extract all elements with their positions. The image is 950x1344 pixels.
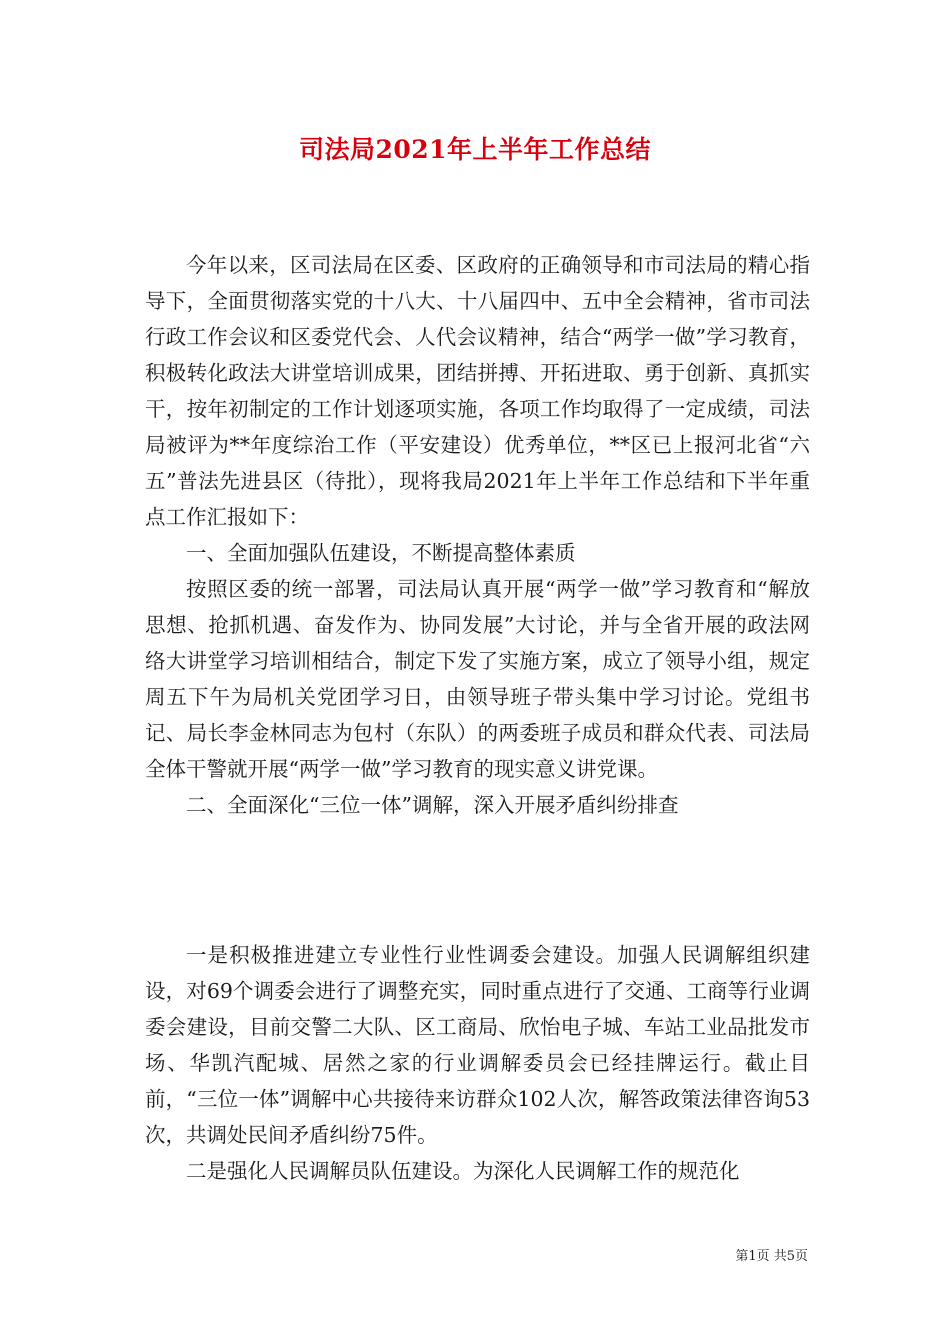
section-heading-2: 二、全面深化“三位一体”调解，深入开展矛盾纠纷排查 <box>186 793 679 817</box>
section-heading-1: 一、全面加强队伍建设，不断提高整体素质 <box>186 541 576 565</box>
body-section-bottom <box>145 937 810 1189</box>
section-2-item-1: 一是积极推进建立专业性行业性调委会建设。加强人民调解组织建设，对69个调委会进行了调整充实，同时重点进行了交通、工商等行业调委会建设，目前交警二大队、区工商局、欣怡电子城、车站工业品批发市场、华凯汽配城、居然之家的行业调解委员会已经挂牌运行。截止目前，“三位一体”调解中心共接待来访群众102人次，解答政策法律咨询53次，共调处民间矛盾纠纷75件。 <box>145 943 810 1147</box>
document-title: 司法局2021年上半年工作总结 <box>298 135 652 164</box>
intro-paragraph: 今年以来，区司法局在区委、区政府的正确领导和市司法局的精心指导下，全面贯彻落实党的十八大、十八届四中、五中全会精神，省市司法行政工作会议和区委党代会、人代会议精神，结合“两学一做”学习教育，积极转化政法大讲堂培训成果，团结拼搏、开拓进取、勇于创新、真抓实干，按年初制定的工作计划逐项实施，各项工作均取得了一定成绩，司法局被评为**年度综治工作（平安建设）优秀单位，**区已上报河北省“六五”普法先进县区（待批），现将我局2021年上半年工作总结和下半年重点工作汇报如下： <box>145 253 810 529</box>
body-section-top <box>145 247 810 823</box>
section-1-paragraph: 按照区委的统一部署，司法局认真开展“两学一做”学习教育和“解放思想、抢抓机遇、奋发作为、协同发展”大讨论，并与全省开展的政法网络大讲堂学习培训相结合，制定下发了实施方案，成立了领导小组，规定周五下午为局机关党团学习日，由领导班子带头集中学习讨论。党组书记、局长李金林同志为包村（东队）的两委班子成员和群众代表、司法局全体干警就开展“两学一做”学习教育的现实意义讲党课。 <box>145 577 810 781</box>
section-2-item-2: 二是强化人民调解员队伍建设。为深化人民调解工作的规范化 <box>186 1159 740 1183</box>
page-number: 第1页 共5页 <box>735 1249 808 1264</box>
